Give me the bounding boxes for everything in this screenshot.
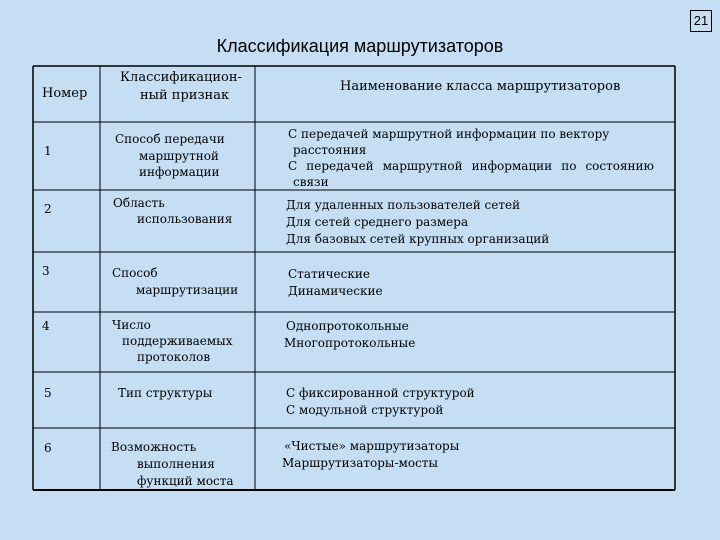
row-5-number: 5 bbox=[44, 386, 52, 400]
row-2-criterion: использования bbox=[137, 212, 233, 226]
row-6-number: 6 bbox=[44, 441, 52, 455]
row-1-class: С передачей маршрутной информации по состоянию bbox=[288, 159, 654, 173]
row-1-number: 1 bbox=[44, 144, 52, 158]
row-2-class: Для базовых сетей крупных организаций bbox=[286, 232, 550, 246]
row-1-class: связи bbox=[293, 175, 329, 189]
row-4-criterion: поддерживаемых bbox=[122, 334, 233, 348]
row-1-criterion: маршрутной bbox=[139, 149, 219, 163]
page-title: Классификация маршрутизаторов bbox=[216, 36, 504, 56]
row-2-criterion: Область bbox=[113, 196, 165, 210]
row-1-class: расстояния bbox=[293, 143, 367, 157]
row-4-number: 4 bbox=[42, 319, 50, 333]
row-6-class: Маршрутизаторы-мосты bbox=[282, 456, 438, 470]
row-2-number: 2 bbox=[44, 202, 52, 216]
row-4-class: Многопротокольные bbox=[284, 336, 416, 350]
header-number: Номер bbox=[42, 86, 88, 101]
row-1-class: С передачей маршрутной информации по вектору bbox=[288, 127, 610, 141]
row-5-class: С модульной структурой bbox=[286, 403, 444, 417]
row-6-criterion: Возможность bbox=[111, 440, 197, 454]
slide-number: 21 bbox=[690, 10, 712, 32]
row-3-class: Динамические bbox=[288, 284, 383, 298]
row-5-criterion: Тип структуры bbox=[118, 386, 213, 400]
header-class-name: Наименование класса маршрутизаторов bbox=[340, 79, 621, 94]
row-1-criterion: Способ передачи bbox=[115, 132, 225, 146]
row-6-criterion: функций моста bbox=[137, 474, 234, 488]
row-3-criterion: Способ bbox=[112, 266, 158, 280]
row-3-class: Статические bbox=[288, 267, 370, 281]
row-3-number: 3 bbox=[42, 264, 50, 278]
row-2-class: Для сетей среднего размера bbox=[286, 215, 469, 229]
row-3-criterion: маршрутизации bbox=[136, 283, 239, 297]
row-6-criterion: выполнения bbox=[137, 457, 215, 471]
header-criterion-line1: Классификацион- bbox=[120, 70, 242, 85]
row-1-criterion: информации bbox=[139, 165, 220, 179]
row-2-class: Для удаленных пользователей сетей bbox=[286, 198, 521, 212]
header-criterion-line2: ный признак bbox=[140, 88, 230, 103]
row-6-class: «Чистые» маршрутизаторы bbox=[284, 439, 460, 453]
row-5-class: С фиксированной структурой bbox=[286, 386, 475, 400]
row-4-criterion: Число bbox=[112, 318, 151, 332]
row-4-class: Однопротокольные bbox=[286, 319, 409, 333]
row-4-criterion: протоколов bbox=[137, 350, 211, 364]
